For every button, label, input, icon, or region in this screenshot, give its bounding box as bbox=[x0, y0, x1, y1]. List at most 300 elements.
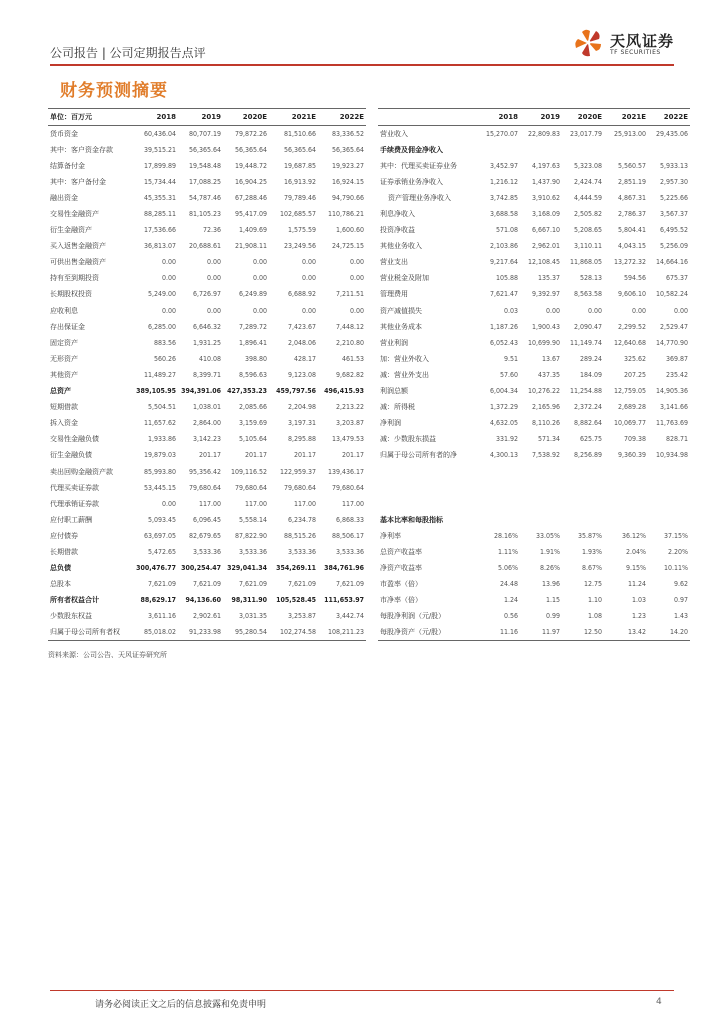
table-cell: 56,365.64 bbox=[234, 145, 267, 154]
table-cell: 2,957.30 bbox=[659, 177, 688, 186]
table-cell: 85,993.80 bbox=[143, 467, 176, 476]
footer-disclaimer: 请务必阅读正文之后的信息披露和免责申明 bbox=[95, 1000, 267, 1010]
table-cell: 109,116.52 bbox=[230, 467, 267, 476]
ratio-row bbox=[378, 576, 690, 592]
table-row bbox=[48, 608, 366, 624]
table-cell: 2,103.86 bbox=[489, 242, 518, 251]
spacer-row bbox=[378, 480, 690, 496]
table-cell: 82,679.65 bbox=[188, 531, 221, 540]
table-cell: 3,533.36 bbox=[287, 547, 316, 556]
table-cell: 6,667.10 bbox=[531, 226, 560, 235]
table-cell: 528.13 bbox=[579, 274, 602, 283]
table-cell: 91,233.98 bbox=[178, 624, 223, 640]
table-cell: 81,510.66 bbox=[283, 129, 316, 138]
table-cell: 63,697.05 bbox=[143, 531, 176, 540]
table-cell: 12,759.05 bbox=[613, 387, 646, 396]
table-cell: 201.17 bbox=[198, 451, 221, 460]
table-cell: 94,136.60 bbox=[185, 596, 221, 605]
table-row bbox=[48, 174, 366, 190]
table-cell: 6,868.33 bbox=[335, 515, 364, 524]
table-cell bbox=[520, 142, 562, 158]
row-label: 买入返售金融资产 bbox=[50, 242, 106, 251]
table-cell: 3,452.97 bbox=[489, 161, 518, 170]
table-cell: 6,726.97 bbox=[192, 290, 221, 299]
table-cell: 354,269.11 bbox=[276, 564, 316, 573]
footer-divider bbox=[50, 990, 674, 991]
table-cell: 37.15% bbox=[663, 531, 688, 540]
table-cell: 6,234.78 bbox=[287, 515, 316, 524]
table-cell: 6,495.52 bbox=[659, 226, 688, 235]
table-cell: 6,052.43 bbox=[489, 338, 518, 347]
table-cell: 0.00 bbox=[349, 258, 364, 267]
table-row bbox=[378, 399, 690, 415]
table-cell: 2,689.28 bbox=[617, 403, 646, 412]
table-cell: 13.42 bbox=[604, 624, 648, 640]
table-cell: 2,210.80 bbox=[335, 338, 364, 347]
table-row bbox=[48, 560, 366, 576]
table-cell: 7,621.09 bbox=[238, 580, 267, 589]
table-cell: 3,533.36 bbox=[238, 547, 267, 556]
table-row bbox=[48, 319, 366, 335]
table-cell: 7,621.09 bbox=[192, 580, 221, 589]
report-breadcrumb: 公司报告 | 公司定期报告点评 bbox=[50, 46, 206, 60]
ratio-row bbox=[378, 592, 690, 608]
table-cell: 3,533.36 bbox=[192, 547, 221, 556]
table-cell: 1,600.60 bbox=[335, 226, 364, 235]
table-cell: 3,567.37 bbox=[659, 210, 688, 219]
row-label: 利息净收入 bbox=[380, 210, 415, 219]
table-cell: 2,048.06 bbox=[287, 338, 316, 347]
table-cell: 20,688.61 bbox=[188, 242, 221, 251]
table-cell: 23,249.56 bbox=[283, 242, 316, 251]
ratio-row bbox=[378, 608, 690, 624]
table-cell: 8.26% bbox=[539, 564, 560, 573]
table-cell: 4,444.59 bbox=[573, 193, 602, 202]
row-label: 衍生金融资产 bbox=[50, 226, 92, 235]
table-cell: 14,770.90 bbox=[655, 338, 688, 347]
row-label: 无形资产 bbox=[50, 354, 78, 363]
table-row bbox=[48, 576, 366, 592]
table-row bbox=[378, 415, 690, 431]
ratio-section-title: 基本比率和每股指标 bbox=[380, 515, 443, 524]
row-label: 减：少数股东损益 bbox=[380, 435, 436, 444]
table-cell: 7,621.09 bbox=[147, 580, 176, 589]
table-cell: 19,548.48 bbox=[188, 161, 221, 170]
balance-sheet-table bbox=[48, 108, 366, 641]
column-header: 2022E bbox=[318, 109, 366, 126]
column-header: 2021E bbox=[269, 109, 318, 126]
table-row bbox=[378, 286, 690, 302]
table-cell: 7,538.92 bbox=[531, 451, 560, 460]
table-cell: 3,110.11 bbox=[573, 242, 602, 251]
company-logo bbox=[572, 26, 682, 60]
header-divider bbox=[50, 64, 674, 66]
row-label: 其他资产 bbox=[50, 370, 78, 379]
table-cell: 111,653.97 bbox=[324, 596, 364, 605]
table-cell: 0.00 bbox=[301, 274, 316, 283]
table-cell: 0.00 bbox=[161, 274, 176, 283]
spacer-row bbox=[378, 463, 690, 479]
table-cell: 1.24 bbox=[503, 596, 518, 605]
table-cell: 560.26 bbox=[153, 354, 176, 363]
row-label: 应付职工薪酬 bbox=[50, 515, 92, 524]
table-cell: 3,142.23 bbox=[192, 435, 221, 444]
table-cell: 56,365.64 bbox=[331, 145, 364, 154]
table-cell: 235.42 bbox=[665, 370, 688, 379]
table-cell: 5,093.45 bbox=[147, 515, 176, 524]
table-cell: 5,933.13 bbox=[659, 161, 688, 170]
table-cell: 496,415.93 bbox=[324, 387, 364, 396]
table-row bbox=[378, 319, 690, 335]
table-cell: 5,323.08 bbox=[573, 161, 602, 170]
table-cell: 45,355.31 bbox=[143, 193, 176, 202]
table-cell: 389,105.95 bbox=[136, 387, 176, 396]
table-cell: 14.20 bbox=[648, 624, 690, 640]
table-cell: 6,285.00 bbox=[147, 322, 176, 331]
table-cell: 11,657.62 bbox=[143, 419, 176, 428]
row-label: 长期股权投资 bbox=[50, 290, 92, 299]
row-label: 利润总额 bbox=[380, 387, 408, 396]
table-cell: 0.00 bbox=[587, 306, 602, 315]
table-cell: 1.93% bbox=[581, 547, 602, 556]
table-cell: 117.00 bbox=[244, 499, 267, 508]
table-cell: 11,489.27 bbox=[143, 370, 176, 379]
table-row bbox=[378, 190, 690, 206]
table-cell: 9,682.82 bbox=[335, 370, 364, 379]
row-label: 总资产收益率 bbox=[380, 547, 422, 556]
table-cell: 0.00 bbox=[631, 306, 646, 315]
table-cell: 9,392.97 bbox=[531, 290, 560, 299]
table-cell: 80,707.19 bbox=[188, 129, 221, 138]
table-cell: 8,110.26 bbox=[531, 419, 560, 428]
table-cell: 88,285.11 bbox=[143, 210, 176, 219]
table-cell: 2,529.47 bbox=[659, 322, 688, 331]
table-cell: 1,900.43 bbox=[531, 322, 560, 331]
table-cell: 8,563.58 bbox=[573, 290, 602, 299]
table-cell: 13,479.53 bbox=[331, 435, 364, 444]
table-cell: 2,851.19 bbox=[617, 177, 646, 186]
row-label: 融出资金 bbox=[50, 193, 78, 202]
table-cell: 1,896.41 bbox=[238, 338, 267, 347]
table-cell: 24.48 bbox=[499, 580, 518, 589]
table-cell bbox=[562, 142, 604, 158]
row-label: 管理费用 bbox=[380, 290, 408, 299]
table-row bbox=[48, 528, 366, 544]
table-cell: 6,004.34 bbox=[489, 387, 518, 396]
table-row bbox=[48, 270, 366, 286]
table-cell: 10,699.90 bbox=[527, 338, 560, 347]
table-row bbox=[378, 351, 690, 367]
table-row bbox=[48, 496, 366, 512]
table-cell: 28.16% bbox=[493, 531, 518, 540]
table-cell: 13,272.32 bbox=[613, 258, 646, 267]
table-cell: 12,108.45 bbox=[527, 258, 560, 267]
logo-text-en: TF SECURITIES bbox=[610, 49, 661, 56]
row-label: 每股净利润（元/股） bbox=[380, 612, 446, 621]
table-cell: 3,688.58 bbox=[489, 210, 518, 219]
table-cell: 2,864.00 bbox=[192, 419, 221, 428]
table-cell: 4,300.13 bbox=[489, 451, 518, 460]
table-cell: 87,822.90 bbox=[234, 531, 267, 540]
row-label: 固定资产 bbox=[50, 338, 78, 347]
table-cell: 14,905.36 bbox=[655, 387, 688, 396]
table-cell: 1.43 bbox=[673, 612, 688, 621]
table-row bbox=[378, 222, 690, 238]
row-label: 少数股东权益 bbox=[50, 612, 92, 621]
table-cell: 5.06% bbox=[497, 564, 518, 573]
table-cell: 709.38 bbox=[623, 435, 646, 444]
table-row bbox=[48, 399, 366, 415]
table-cell: 10,934.98 bbox=[655, 451, 688, 460]
table-cell: 8,295.88 bbox=[287, 435, 316, 444]
table-cell: 11.16 bbox=[478, 624, 520, 640]
table-cell: 1,931.25 bbox=[192, 338, 221, 347]
table-cell: 16,924.15 bbox=[331, 177, 364, 186]
table-cell: 2.20% bbox=[667, 547, 688, 556]
row-label: 营业支出 bbox=[380, 258, 408, 267]
table-row bbox=[378, 174, 690, 190]
table-cell: 427,353.23 bbox=[227, 387, 267, 396]
table-cell: 300,254.47 bbox=[181, 564, 221, 573]
table-cell: 2,090.47 bbox=[573, 322, 602, 331]
table-cell: 16,913.92 bbox=[283, 177, 316, 186]
table-cell: 11,254.88 bbox=[569, 387, 602, 396]
table-cell: 201.17 bbox=[293, 451, 316, 460]
table-cell: 0.97 bbox=[673, 596, 688, 605]
table-cell: 1,038.01 bbox=[192, 403, 221, 412]
table-cell: 207.25 bbox=[623, 370, 646, 379]
table-cell: 8,256.89 bbox=[573, 451, 602, 460]
table-row bbox=[48, 463, 366, 479]
table-cell: 5,256.09 bbox=[659, 242, 688, 251]
table-row bbox=[378, 367, 690, 383]
table-cell: 35.87% bbox=[577, 531, 602, 540]
table-cell: 24,725.15 bbox=[331, 242, 364, 251]
table-cell: 122,959.37 bbox=[279, 467, 316, 476]
table-cell: 5,472.65 bbox=[147, 547, 176, 556]
table-cell: 7,423.67 bbox=[287, 322, 316, 331]
column-header: 2020E bbox=[562, 109, 604, 126]
row-label: 减：营业外支出 bbox=[380, 370, 429, 379]
table-cell: 9,217.64 bbox=[489, 258, 518, 267]
table-row bbox=[378, 270, 690, 286]
table-cell: 571.08 bbox=[495, 226, 518, 235]
table-row bbox=[378, 254, 690, 270]
table-cell: 0.00 bbox=[673, 306, 688, 315]
table-cell: 5,105.64 bbox=[238, 435, 267, 444]
table-cell: 135.37 bbox=[537, 274, 560, 283]
table-cell: 0.00 bbox=[252, 274, 267, 283]
table-cell: 88,629.17 bbox=[140, 596, 176, 605]
row-label: 净利润 bbox=[380, 419, 401, 428]
row-label: 营业收入 bbox=[380, 129, 408, 138]
table-cell: 1,437.90 bbox=[531, 177, 560, 186]
table-cell: 19,923.27 bbox=[331, 161, 364, 170]
row-label: 市盈率（倍） bbox=[380, 580, 422, 589]
row-label: 衍生金融负债 bbox=[50, 451, 92, 460]
table-cell: 0.00 bbox=[252, 258, 267, 267]
table-row bbox=[48, 480, 366, 496]
table-cell: 6,688.92 bbox=[287, 290, 316, 299]
row-label: 每股净资产（元/股） bbox=[378, 624, 478, 640]
table-cell: 15,270.07 bbox=[485, 129, 518, 138]
table-cell: 39,515.21 bbox=[143, 145, 176, 154]
table-cell: 10,276.22 bbox=[527, 387, 560, 396]
row-label: 可供出售金融资产 bbox=[50, 258, 106, 267]
table-cell: 2,165.96 bbox=[531, 403, 560, 412]
table-cell: 571.34 bbox=[537, 435, 560, 444]
table-cell: 54,787.46 bbox=[188, 193, 221, 202]
table-cell: 53,445.15 bbox=[143, 483, 176, 492]
row-label: 净利率 bbox=[380, 531, 401, 540]
table-cell: 9,360.39 bbox=[617, 451, 646, 460]
table-row bbox=[48, 303, 366, 319]
table-cell: 11,149.74 bbox=[569, 338, 602, 347]
table-cell: 6,249.89 bbox=[238, 290, 267, 299]
table-cell: 117.00 bbox=[341, 499, 364, 508]
table-cell: 12.75 bbox=[583, 580, 602, 589]
row-label: 货币资金 bbox=[50, 129, 78, 138]
table-cell: 1,187.26 bbox=[489, 322, 518, 331]
table-cell: 4,867.31 bbox=[617, 193, 646, 202]
row-label: 其中：客户资金存款 bbox=[50, 145, 113, 154]
table-row bbox=[378, 238, 690, 254]
table-cell: 2,505.82 bbox=[573, 210, 602, 219]
table-cell: 0.00 bbox=[206, 306, 221, 315]
table-cell: 0.00 bbox=[161, 499, 176, 508]
row-label: 拆入资金 bbox=[50, 419, 78, 428]
table-cell: 1.23 bbox=[631, 612, 646, 621]
page-number: 4 bbox=[656, 997, 662, 1007]
row-label: 代理承销证券款 bbox=[50, 499, 99, 508]
table-cell: 0.00 bbox=[545, 306, 560, 315]
ratio-row bbox=[378, 544, 690, 560]
table-cell: 36.12% bbox=[621, 531, 646, 540]
table-cell: 5,208.65 bbox=[573, 226, 602, 235]
table-cell: 79,680.64 bbox=[188, 483, 221, 492]
table-cell: 17,088.25 bbox=[188, 177, 221, 186]
table-row bbox=[48, 431, 366, 447]
column-header: 2018 bbox=[478, 109, 520, 126]
table-cell: 6,096.45 bbox=[192, 515, 221, 524]
table-cell: 437.35 bbox=[537, 370, 560, 379]
row-label: 总股本 bbox=[50, 580, 71, 589]
table-cell: 5,249.00 bbox=[147, 290, 176, 299]
table-cell: 4,197.63 bbox=[531, 161, 560, 170]
table-cell: 110,786.21 bbox=[327, 210, 364, 219]
table-cell: 2,085.66 bbox=[238, 403, 267, 412]
table-cell: 828.71 bbox=[665, 435, 688, 444]
table-cell: 461.53 bbox=[341, 354, 364, 363]
column-header bbox=[378, 109, 478, 126]
table-cell: 56,365.64 bbox=[188, 145, 221, 154]
table-cell: 7,621.09 bbox=[335, 580, 364, 589]
row-label: 归属于母公司所有者的净 bbox=[380, 451, 457, 460]
table-cell: 11,763.69 bbox=[655, 419, 688, 428]
table-cell: 13.96 bbox=[541, 580, 560, 589]
table-cell: 0.00 bbox=[206, 274, 221, 283]
table-cell: 201.17 bbox=[341, 451, 364, 460]
table-cell: 2,204.98 bbox=[287, 403, 316, 412]
table-cell: 14,664.16 bbox=[655, 258, 688, 267]
spacer-cell bbox=[378, 480, 690, 496]
table-cell: 29,435.06 bbox=[655, 129, 688, 138]
table-cell: 8,399.71 bbox=[192, 370, 221, 379]
table-cell: 79,789.46 bbox=[283, 193, 316, 202]
column-header: 2022E bbox=[648, 109, 690, 126]
column-header: 单位：百万元 bbox=[48, 109, 134, 126]
table-row bbox=[48, 206, 366, 222]
table-cell: 117.00 bbox=[293, 499, 316, 508]
table-cell: 2,902.61 bbox=[192, 612, 221, 621]
table-cell: 8,882.64 bbox=[573, 419, 602, 428]
table-cell: 369.87 bbox=[665, 354, 688, 363]
table-cell: 9,606.10 bbox=[617, 290, 646, 299]
table-cell: 6,646.32 bbox=[192, 322, 221, 331]
table-cell: 10.11% bbox=[663, 564, 688, 573]
table-row bbox=[48, 286, 366, 302]
table-cell: 0.99 bbox=[545, 612, 560, 621]
table-cell: 1,409.69 bbox=[238, 226, 267, 235]
table-row bbox=[48, 126, 366, 142]
table-cell: 0.00 bbox=[349, 306, 364, 315]
table-cell: 289.24 bbox=[579, 354, 602, 363]
table-cell: 22,809.83 bbox=[527, 129, 560, 138]
table-cell: 19,448.72 bbox=[234, 161, 267, 170]
row-label: 代理买卖证券款 bbox=[50, 483, 99, 492]
table-cell: 3,533.36 bbox=[335, 547, 364, 556]
table-cell: 11.97 bbox=[520, 624, 562, 640]
table-cell: 10,069.77 bbox=[613, 419, 646, 428]
table-cell: 2.04% bbox=[625, 547, 646, 556]
table-cell: 17,899.89 bbox=[143, 161, 176, 170]
table-cell: 5,504.51 bbox=[147, 403, 176, 412]
table-row bbox=[48, 624, 366, 640]
table-cell: 21,908.11 bbox=[234, 242, 267, 251]
table-row bbox=[378, 383, 690, 399]
table-cell: 2,424.74 bbox=[573, 177, 602, 186]
table-cell: 79,680.64 bbox=[283, 483, 316, 492]
table-cell: 88,506.17 bbox=[331, 531, 364, 540]
table-cell: 3,611.16 bbox=[147, 612, 176, 621]
table-cell: 88,515.26 bbox=[283, 531, 316, 540]
table-cell: 2,299.52 bbox=[617, 322, 646, 331]
table-cell: 0.00 bbox=[161, 306, 176, 315]
table-row bbox=[48, 254, 366, 270]
row-label: 其他业务成本 bbox=[380, 322, 422, 331]
table-cell: 85,018.02 bbox=[134, 624, 178, 640]
table-row bbox=[48, 238, 366, 254]
row-label: 总资产 bbox=[50, 387, 71, 396]
row-label: 持有至到期投资 bbox=[50, 274, 99, 283]
row-label: 结算备付金 bbox=[50, 161, 85, 170]
table-cell: 9,123.08 bbox=[287, 370, 316, 379]
logo-text-cn: 天风证券 bbox=[610, 32, 675, 50]
row-label: 资产管理业务净收入 bbox=[388, 193, 451, 202]
table-cell bbox=[478, 142, 520, 158]
table-cell: 102,685.57 bbox=[279, 210, 316, 219]
table-cell: 428.17 bbox=[293, 354, 316, 363]
table-cell: 410.08 bbox=[198, 354, 221, 363]
spacer-cell bbox=[378, 496, 690, 512]
table-cell: 184.09 bbox=[579, 370, 602, 379]
table-cell: 11,868.05 bbox=[569, 258, 602, 267]
table-cell: 201.17 bbox=[244, 451, 267, 460]
table-cell: 329,041.34 bbox=[227, 564, 267, 573]
table-cell: 25,913.00 bbox=[613, 129, 646, 138]
table-row bbox=[48, 447, 366, 463]
column-header: 2019 bbox=[178, 109, 223, 126]
